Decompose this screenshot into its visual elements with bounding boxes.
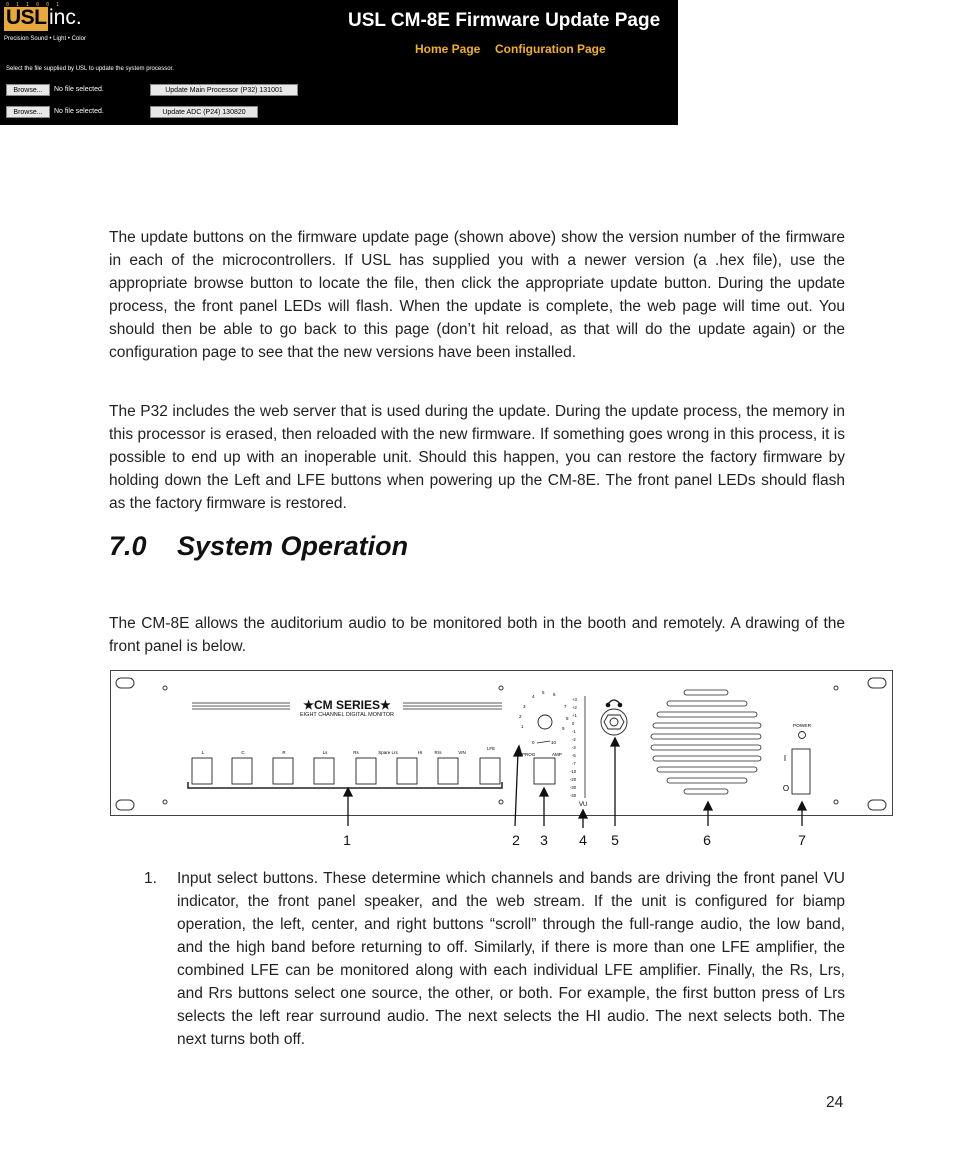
callout-4: 4 [579, 832, 587, 848]
knob-scale: 7 [564, 704, 567, 709]
logo-inc: inc. [49, 6, 82, 29]
knob-scale: 9 [562, 726, 565, 731]
list-item-number: 1. [144, 870, 157, 887]
vu-mark: +3 [572, 697, 577, 702]
browse-button-main[interactable]: Browse... [6, 84, 50, 96]
input-label: C [241, 750, 245, 755]
input-label: R [282, 750, 286, 755]
knob-scale: 3 [523, 704, 526, 709]
vu-mark: -7 [572, 761, 576, 766]
knob-scale: 5 [542, 690, 545, 695]
knob-scale: 2 [519, 714, 522, 719]
power-on-mark: I [783, 754, 787, 763]
input-label: Spare Lrs [378, 750, 398, 755]
paragraph-update-buttons: The update buttons on the firmware update page (shown above) show the version number of the firmware in each of the microcontrollers. If USL has supplied you with a newer version (a .hex file), use the appropriate browse button to locate the file, then click the appropriate update button. During the update process, the front panel LEDs will flash. When the update is complete, the web page will time out. You should then be able to go back to this page (don’t hit reload, as that will do the update again) or the configuration page to see that the new versions have been installed. [109, 229, 845, 361]
knob-right-label: AMP [552, 752, 562, 757]
list-item-text: Input select buttons. These determine which channels and bands are driving the front panel VU indicator, the front panel speaker, and the web stream. If the unit is configured for biamp operation, the left, center, and right buttons “scroll” through the full-range audio, the low band, and the high band before returning to off. Similarly, if there is more than one LFE amplifier, the combined LFE can be monitored along with each individual LFE amplifier. Finally, the Rs, Lrs, and Rrs buttons select one source, the other, or both. For example, the first button press of Lrs selects the left rear surround audio. The next selects the HI audio. The next selects both. The next turns both off. [177, 870, 845, 1048]
firmware-page-screenshot [0, 0, 678, 125]
firmware-instruction: Select the file supplied by USL to update the system processor. [6, 66, 174, 72]
paragraph-p32: The P32 includes the web server that is used during the update. During the update process, the memory in this processor is erased, then reloaded with the new firmware. If something goes wrong in this process, it is possible to end up with an inoperable unit. Should this happen, you can restore the factory firmware by holding down the Left and LFE buttons when powering up the CM-8E. The front panel LEDs should flash as the factory firmware is restored. [109, 403, 845, 512]
callout-5: 5 [611, 832, 619, 848]
file-status-main: No file selected. [54, 86, 104, 93]
configuration-page-link[interactable]: Configuration Page [495, 42, 606, 56]
callout-1: 1 [343, 832, 351, 848]
section-title: System Operation [177, 531, 409, 561]
home-page-link[interactable]: Home Page [415, 42, 481, 56]
series-title: ★CM SERIES★ [303, 698, 391, 712]
file-status-adc: No file selected. [54, 108, 104, 115]
vu-mark: +1 [572, 713, 577, 718]
vu-mark: -2 [572, 737, 576, 742]
input-label: Ls [322, 750, 328, 755]
update-main-processor-button[interactable]: Update Main Processor (P32) 131001 [150, 84, 298, 96]
callout-3: 3 [540, 832, 548, 848]
browse-button-adc[interactable]: Browse... [6, 106, 50, 118]
section-number: 7.0 [109, 531, 147, 561]
callout-6: 6 [703, 832, 711, 848]
vu-mark: -20 [570, 777, 577, 782]
input-label: Rrs [434, 750, 442, 755]
paragraph-intro: The CM-8E allows the auditorium audio to be monitored both in the booth and remotely. A drawing of the front panel is below. [109, 615, 845, 655]
vu-label: VU [579, 802, 588, 808]
vu-mark: 0 [572, 721, 575, 726]
series-subtitle: EIGHT CHANNEL DIGITAL MONITOR [299, 712, 395, 718]
vu-mark: +2 [572, 705, 577, 710]
vu-mark: -30 [570, 785, 577, 790]
input-label: VIN [458, 750, 466, 755]
callout-7: 7 [798, 832, 806, 848]
vu-mark: -5 [572, 753, 576, 758]
power-off-mark: O [782, 784, 790, 793]
input-label: Rs [353, 750, 359, 755]
input-label: L [201, 750, 205, 755]
input-label: HI [417, 750, 423, 755]
page-number: 24 [826, 1094, 844, 1111]
panel-outline [111, 671, 893, 816]
logo-usl: USL [6, 6, 47, 29]
power-label: POWER [792, 724, 812, 729]
front-panel-drawing [110, 670, 894, 850]
knob-scale: 0 [532, 740, 535, 745]
section-heading [109, 531, 408, 562]
knob-scale: 6 [553, 692, 556, 697]
knob-scale: 8 [566, 716, 569, 721]
knob-left-label: PROG [522, 752, 536, 757]
vu-mark: -3 [572, 745, 576, 750]
vu-mark: -1 [572, 729, 576, 734]
input-label: LFE [486, 746, 496, 751]
update-adc-button[interactable]: Update ADC (P24) 130820 [150, 106, 258, 118]
vu-mark: -40 [570, 793, 577, 798]
knob-scale: 1 [521, 724, 524, 729]
knob-scale: 4 [532, 694, 535, 699]
logo-dots: 0 1 1 0 0 1 [6, 2, 62, 8]
callout-2: 2 [512, 832, 520, 848]
logo-tagline: Precision Sound • Light • Color [4, 36, 86, 42]
firmware-page-title: USL CM-8E Firmware Update Page [348, 10, 661, 31]
knob-scale: 10 [551, 740, 557, 745]
vu-mark: -10 [570, 769, 577, 774]
